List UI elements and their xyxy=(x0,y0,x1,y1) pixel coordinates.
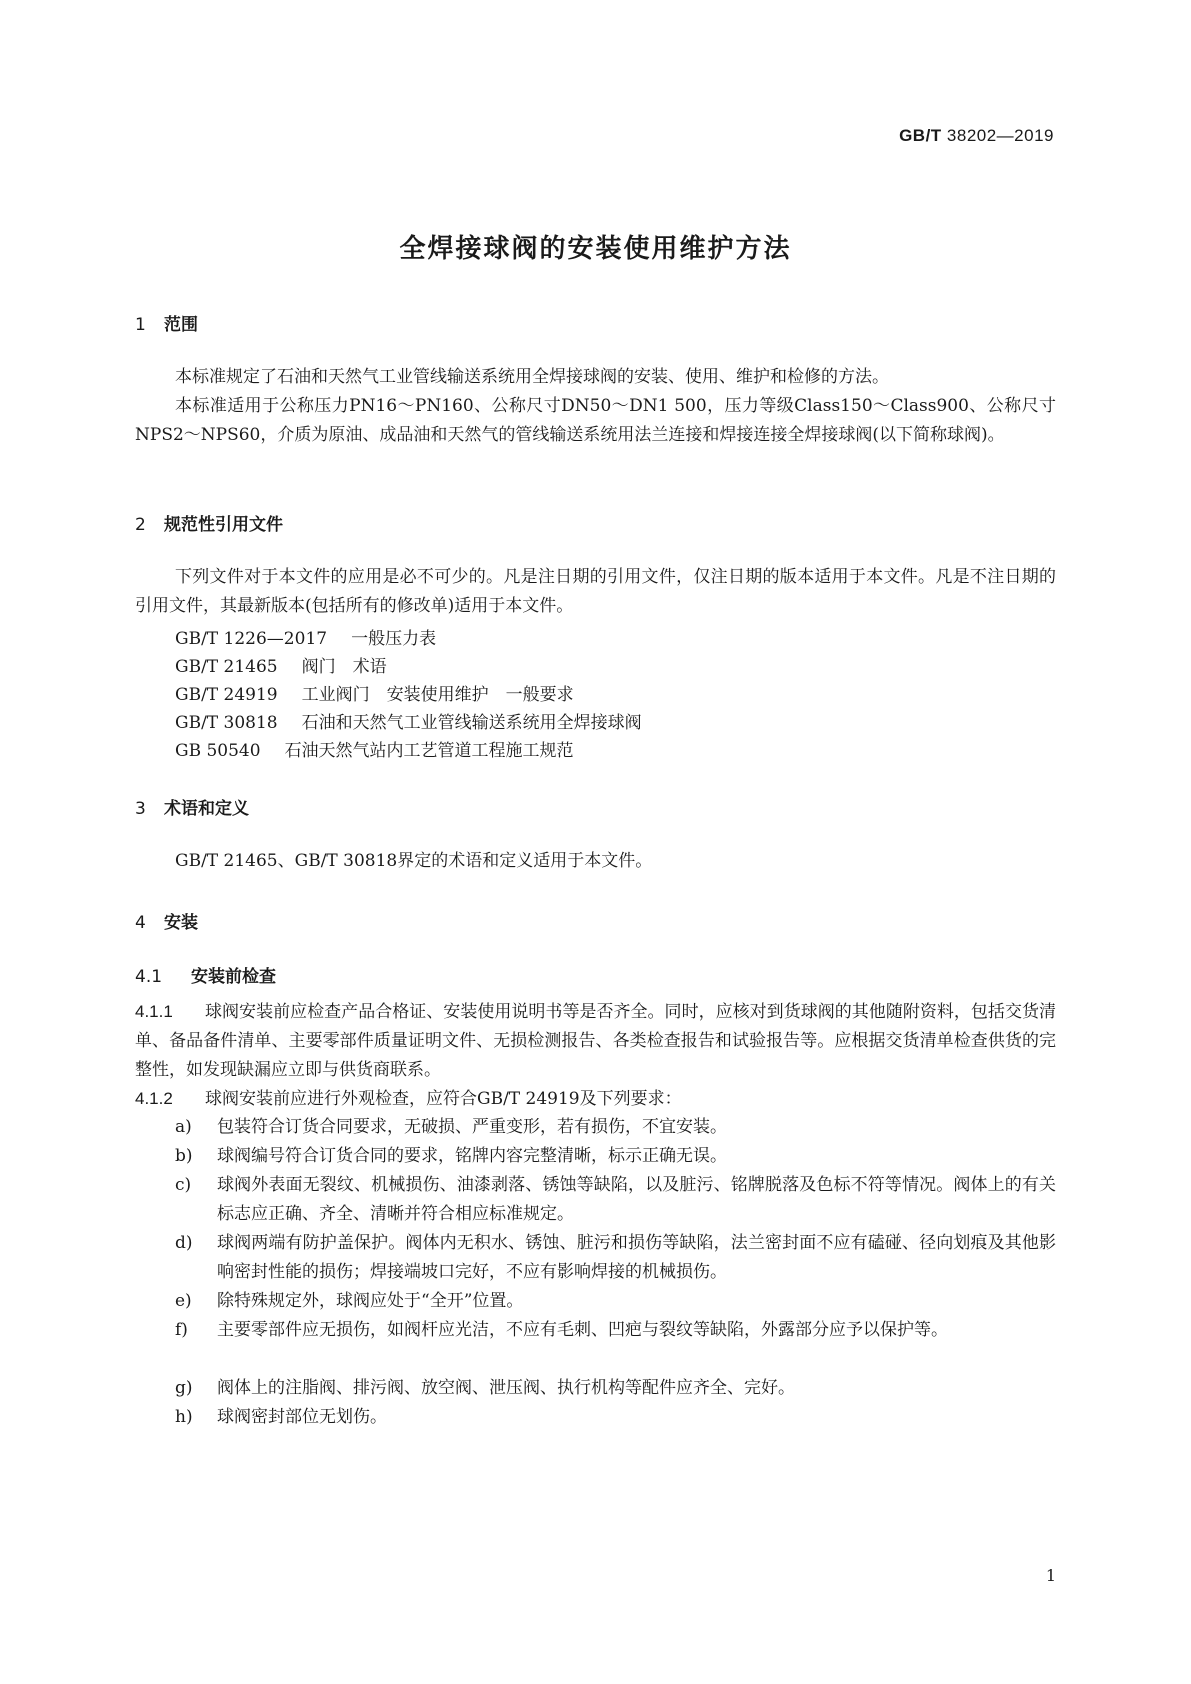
document-title: 全焊接球阀的安装使用维护方法 xyxy=(399,234,792,264)
list-item xyxy=(175,1403,1056,1432)
subsection-heading-pre-installation-check xyxy=(135,962,276,987)
list-marker: d) xyxy=(175,1233,193,1253)
reference-code: GB/T 21465 xyxy=(175,657,278,677)
scope-paragraph-2: 本标准适用于公称压力PN16～PN160、公称尺寸DN50～DN1 500，压力等级Class150～Class900、公称尺寸NPS2～NPS60，介质为原油、成品油和天然气的管线输送系统用法兰连接和焊接连接全焊接球阀(以下简称球阀)。 xyxy=(135,396,1056,445)
list-item-text: 球阀外表面无裂纹、机械损伤、油漆剥落、锈蚀等缺陷，以及脏污、铭牌脱落及色标不符等情况。阀体上的有关标志应正确、齐全、清晰并符合相应标准规定。 xyxy=(217,1175,1056,1224)
clause-number: 4.1.1 xyxy=(135,1002,173,1021)
list-marker: c) xyxy=(175,1175,192,1195)
list-item xyxy=(175,1142,1056,1171)
section-number: 4 xyxy=(135,913,146,933)
section-number: 3 xyxy=(135,799,146,819)
list-marker: h) xyxy=(175,1407,193,1427)
reference-code: GB 50540 xyxy=(175,741,261,761)
reference-line xyxy=(175,708,642,733)
list-marker: f) xyxy=(175,1320,188,1340)
reference-code: GB/T 24919 xyxy=(175,685,278,705)
reference-code: GB/T 30818 xyxy=(175,713,278,733)
list-marker: e) xyxy=(175,1291,192,1311)
standard-code xyxy=(899,126,1054,146)
reference-line xyxy=(175,680,574,705)
reference-name: 工业阀门 安装使用维护 一般要求 xyxy=(301,685,574,705)
clause-number: 4.1.2 xyxy=(135,1089,173,1108)
list-item-text: 球阀编号符合订货合同的要求，铭牌内容完整清晰，标示正确无误。 xyxy=(217,1146,727,1166)
list-item xyxy=(175,1113,1056,1142)
subsection-number: 4.1 xyxy=(135,967,163,987)
section-title: 规范性引用文件 xyxy=(164,515,283,535)
list-item xyxy=(175,1171,1056,1229)
section-heading-scope xyxy=(135,310,198,335)
scope-paragraph-1: 本标准规定了石油和天然气工业管线输送系统用全焊接球阀的安装、使用、维护和检修的方法。 xyxy=(175,367,889,387)
list-item-text: 阀体上的注脂阀、排污阀、放空阀、泄压阀、执行机构等配件应齐全、完好。 xyxy=(217,1378,795,1398)
reference-line xyxy=(175,736,574,761)
clause-4-1-2 xyxy=(135,1084,1056,1114)
list-item xyxy=(175,1374,1056,1403)
reference-code: GB/T 1226—2017 xyxy=(175,629,328,649)
list-item xyxy=(175,1316,1056,1345)
section-title: 安装 xyxy=(164,913,198,933)
list-item-text: 球阀密封部位无划伤。 xyxy=(217,1407,387,1427)
reference-name: 石油天然气站内工艺管道工程施工规范 xyxy=(284,741,574,761)
list-item-text: 球阀两端有防护盖保护。阀体内无积水、锈蚀、脏污和损伤等缺陷，法兰密封面不应有磕碰、径向划痕及其他影响密封性能的损伤；焊接端坡口完好，不应有影响焊接的机械损伤。 xyxy=(217,1233,1056,1282)
standard-number: 38202—2019 xyxy=(946,126,1054,145)
reference-name: 石油和天然气工业管线输送系统用全焊接球阀 xyxy=(301,713,642,733)
standard-prefix: GB/T xyxy=(899,126,942,145)
list-item xyxy=(175,1229,1056,1287)
terms-paragraph: GB/T 21465、GB/T 30818界定的术语和定义适用于本文件。 xyxy=(175,851,653,871)
list-marker: b) xyxy=(175,1146,193,1166)
reference-line xyxy=(175,624,436,649)
clause-4-1-1 xyxy=(135,997,1056,1085)
list-item-text: 包装符合订货合同要求，无破损、严重变形，若有损伤，不宜安装。 xyxy=(217,1117,727,1137)
section-number: 1 xyxy=(135,315,146,335)
section-title: 范围 xyxy=(164,315,198,335)
list-item-text: 主要零部件应无损伤，如阀杆应光洁，不应有毛刺、凹疤与裂纹等缺陷，外露部分应予以保护等。 xyxy=(217,1320,948,1340)
section-number: 2 xyxy=(135,515,146,535)
section-heading-terms-definitions xyxy=(135,794,249,819)
section-heading-normative-references xyxy=(135,510,283,535)
section-title: 术语和定义 xyxy=(164,799,249,819)
reference-line xyxy=(175,652,387,677)
clause-text: 球阀安装前应检查产品合格证、安装使用说明书等是否齐全。同时，应核对到货球阀的其他随附资料，包括交货清单、备品备件清单、主要零部件质量证明文件、无损检测报告、各类检查报告和试验报告等。应根据交货清单检查供货的完整性，如发现缺漏应立即与供货商联系。 xyxy=(135,1002,1056,1080)
list-marker: a) xyxy=(175,1117,192,1137)
list-item-text: 除特殊规定外，球阀应处于“全开”位置。 xyxy=(217,1291,524,1311)
references-intro-paragraph: 下列文件对于本文件的应用是必不可少的。凡是注日期的引用文件，仅注日期的版本适用于本文件。凡是不注日期的引用文件，其最新版本(包括所有的修改单)适用于本文件。 xyxy=(135,567,1056,616)
reference-name: 阀门 术语 xyxy=(301,657,387,677)
list-item xyxy=(175,1287,1056,1316)
clause-text: 球阀安装前应进行外观检查，应符合GB/T 24919及下列要求： xyxy=(205,1089,682,1109)
section-heading-installation xyxy=(135,908,198,933)
subsection-title: 安装前检查 xyxy=(191,967,276,987)
list-marker: g) xyxy=(175,1378,193,1398)
reference-name: 一般压力表 xyxy=(351,629,437,649)
page-number: 1 xyxy=(1045,1566,1056,1585)
